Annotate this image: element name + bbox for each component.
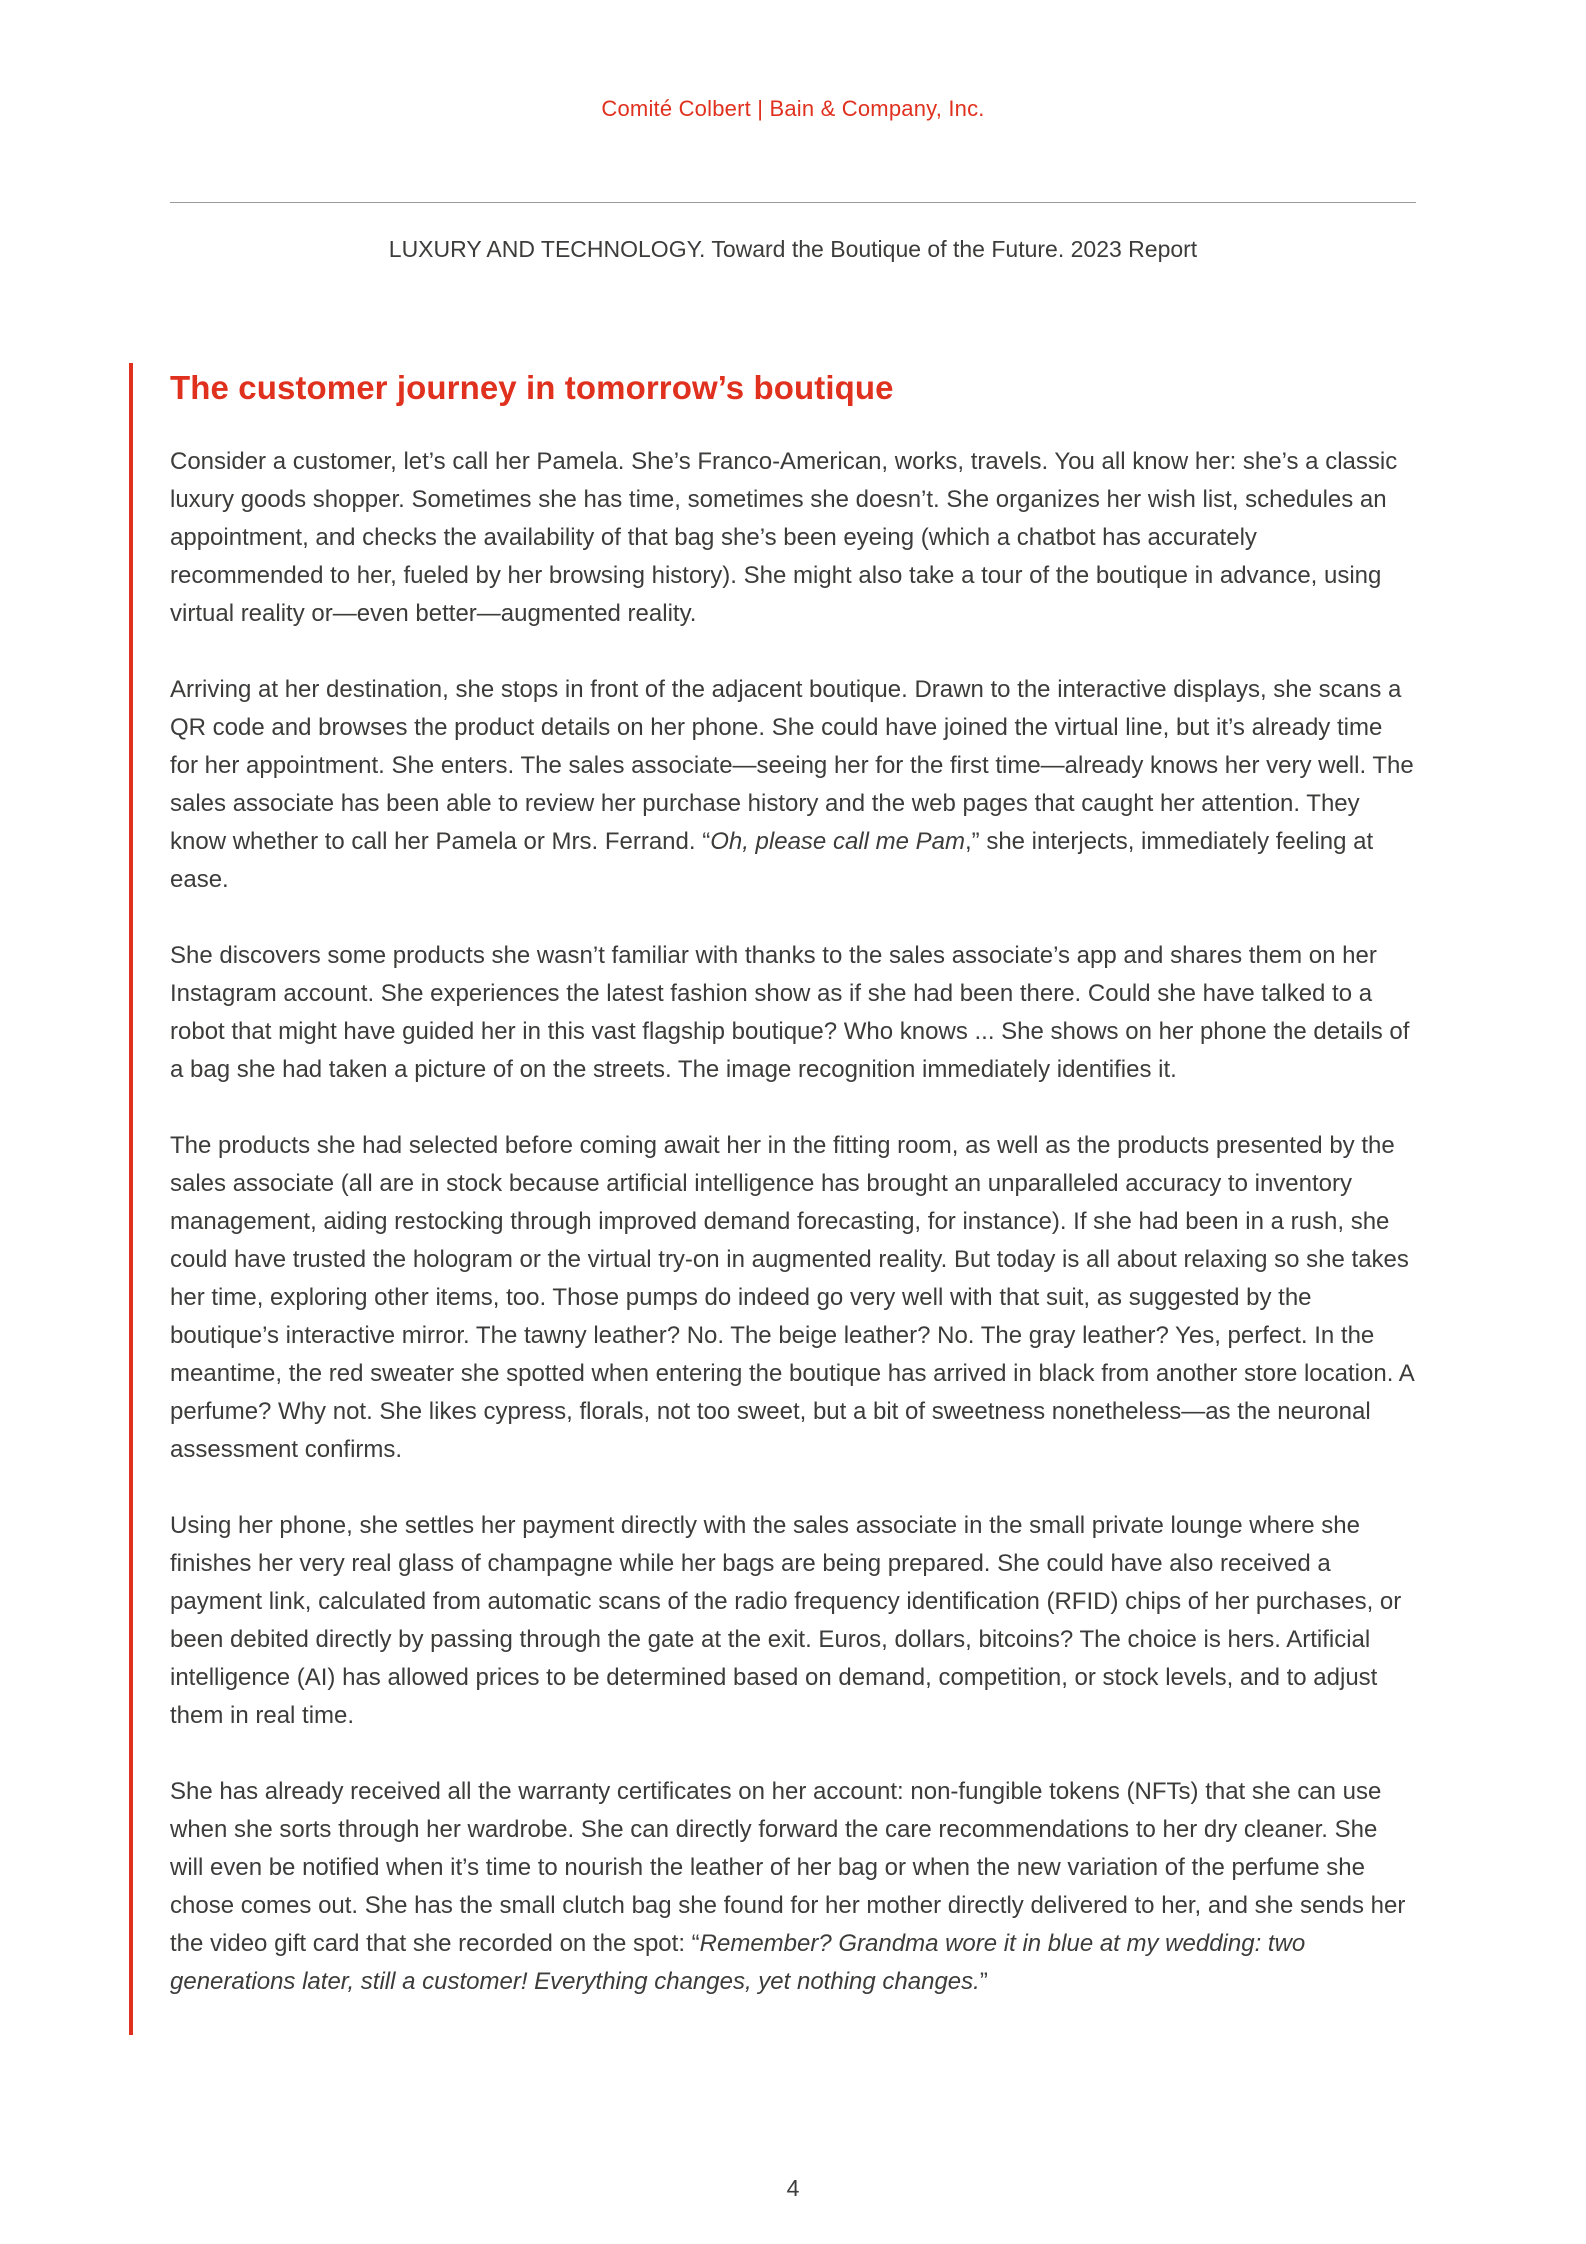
page-number: 4 bbox=[786, 2175, 800, 2201]
paragraph: Using her phone, she settles her payment directly with the sales associate in the small private lounge where she finishes her very real glass of champagne while her bags are being prepared. She could have also received a payment link, calculated from automatic scans of the radio frequency identification (RFID) chips of her purchases, or been debited directly by passing through the gate at the exit. Euros, dollars, bitcoins? The choice is hers. Artificial intelligence (AI) has allowed prices to be determined based on demand, competition, or stock levels, and to adjust them in real time. bbox=[170, 1512, 1402, 1729]
section-heading: The customer journey in tomorrow’s boutique bbox=[170, 369, 894, 406]
header-divider bbox=[170, 202, 1416, 203]
document-footer bbox=[0, 2175, 1586, 2202]
brand-line: Comité Colbert | Bain & Company, Inc. bbox=[601, 96, 985, 121]
paragraph: Consider a customer, let’s call her Pamela. She’s Franco-American, works, travels. You all know her: she’s a classic luxury goods shopper. Sometimes she has time, sometimes she doesn’t. She organizes her wish list, schedules an appointment, and checks the availability of that bag she’s been eyeing (which a chatbot has accurately recommended to her, fueled by her browsing history). She might also take a tour of the boutique in advance, using virtual reality or—even better—augmented reality. bbox=[170, 448, 1398, 627]
document-header bbox=[0, 0, 1586, 263]
article-body bbox=[170, 443, 1416, 2001]
article-section bbox=[129, 363, 1416, 2035]
paragraph: She discovers some products she wasn’t familiar with thanks to the sales associate’s app and shares them on her Instagram account. She experiences the latest fashion show as if she had been there. Could she have talked to a robot that might have guided her in this vast flagship boutique? Who knows ... She shows on her phone the details of a bag she had taken a picture of on the streets. The image recognition immediately identifies it. bbox=[170, 942, 1410, 1083]
paragraph: She has already received all the warranty certificates on her account: non-fungible tokens (NFTs) that she can use when she sorts through her wardrobe. She can directly forward the care recommendations to her dry cleaner. She will even be notified when it’s time to nourish the leather of her bag or when the new variation of the perfume she chose comes out. She has the small clutch bag she found for her mother directly delivered to her, and she sends her the video gift card that she recorded on the spot: “Remember? Grandma wore it in blue at my wedding: two generations later, still a customer! Everything changes, yet nothing changes.” bbox=[170, 1778, 1406, 1995]
report-title: LUXURY AND TECHNOLOGY. Toward the Boutique of the Future. 2023 Report bbox=[388, 236, 1198, 262]
paragraph: The products she had selected before coming await her in the fitting room, as well as the products presented by the sales associate (all are in stock because artificial intelligence has brought an unparalleled accuracy to inventory management, aiding restocking through improved demand forecasting, for instance). If she had been in a rush, she could have trusted the hologram or the virtual try-on in augmented reality. But today is all about relaxing so she takes her time, exploring other items, too. Those pumps do indeed go very well with that suit, as suggested by the boutique’s interactive mirror. The tawny leather? No. The beige leather? No. The gray leather? Yes, perfect. In the meantime, the red sweater she spotted when entering the boutique has arrived in black from another store location. A perfume? Why not. She likes cypress, florals, not too sweet, but a bit of sweetness nonetheless—as the neuronal assessment confirms. bbox=[170, 1132, 1414, 1463]
paragraph: Arriving at her destination, she stops in front of the adjacent boutique. Drawn to the interactive displays, she scans a QR code and browses the product details on her phone. She could have joined the virtual line, but it’s already time for her appointment. She enters. The sales associate—seeing her for the first time—already knows her very well. The sales associate has been able to review her purchase history and the web pages that caught her attention. They know whether to call her Pamela or Mrs. Ferrand. “Oh, please call me Pam,” she interjects, immediately feeling at ease. bbox=[170, 676, 1414, 893]
